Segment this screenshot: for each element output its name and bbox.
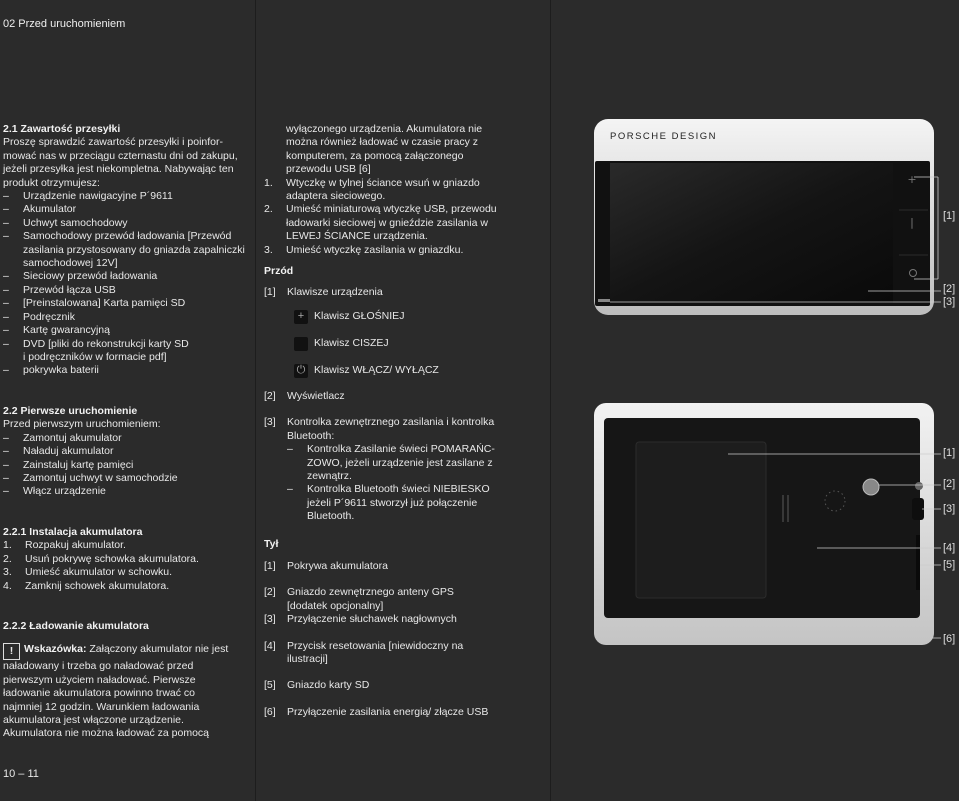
item-text: Zamontuj akumulator [23, 431, 122, 444]
item-text: Zamontuj uchwyt w samochodzie [23, 472, 178, 485]
text-line: Kontrolka Bluetooth świeci NIEBIESKO [307, 483, 490, 496]
gps-antenna-socket [863, 479, 879, 495]
page-number: 10 – 11 [3, 768, 39, 780]
step [3, 553, 251, 566]
step [264, 244, 546, 257]
front-heading: Przód [264, 265, 294, 278]
plus-key-icon: + [907, 173, 917, 186]
dash-marker: – [3, 472, 9, 485]
text-line: komputerem, za pomocą załączonego [286, 149, 464, 162]
text-line: zewnątrz. [307, 469, 352, 482]
text-line: ładowarki sieciowej w gnieździe zasilania w [286, 216, 488, 229]
ref-number: [3] [264, 613, 276, 626]
ref-label [287, 613, 457, 626]
back-label-4: [4] [943, 542, 956, 554]
text-line: Podręcznik [23, 310, 75, 323]
back-label-5: [5] [943, 559, 956, 571]
text-line: ZOWO, jeżeli urządzenie jest zasilane z [307, 456, 493, 469]
item-text [307, 443, 495, 483]
text-line: pokrywka baterii [23, 364, 99, 377]
step [3, 566, 251, 579]
step-number: 3. [3, 566, 12, 579]
warning-icon: ! [3, 643, 20, 660]
text-line: Urządzenie nawigacyjne P´9611 [23, 190, 173, 203]
step-text [286, 244, 463, 257]
step-text [286, 177, 480, 204]
back-heading: Tył [264, 537, 279, 550]
plus-key-icon: + [294, 310, 308, 324]
text-line: Umieść miniaturową wtyczkę USB, przewodu [286, 203, 497, 216]
left-column [3, 123, 251, 740]
dash-marker: – [3, 445, 9, 458]
text-line: Kontrolka Zasilanie świeci POMARAŃC- [307, 443, 495, 456]
text-line: zasilania przystosowany do gniazda zapalniczki [23, 243, 245, 256]
item-text [23, 284, 116, 297]
list-item [3, 311, 251, 324]
back-item [264, 613, 546, 626]
text-line: Gniazdo karty SD [287, 679, 370, 692]
text-line: Sieciowy przewód ładowania [23, 270, 158, 283]
text-line: LEWEJ ŚCIANCE urządzenia. [286, 230, 428, 243]
device-keys-list [264, 310, 546, 378]
step [264, 177, 546, 204]
item-text [23, 270, 157, 283]
text-line: przewodu USB [6] [286, 163, 371, 176]
text-line: Bluetooth. [307, 510, 355, 523]
back-label-1: [1] [943, 447, 956, 459]
key-item [264, 364, 546, 378]
key-item [264, 310, 546, 324]
step [3, 539, 251, 552]
column-divider [255, 0, 256, 801]
battery-install-steps [3, 539, 251, 593]
indicator-item [264, 483, 546, 523]
text-line: Akumulatora nie można ładować za pomocą [3, 727, 210, 740]
step-text: Rozpakuj akumulator. [25, 539, 126, 552]
dash-marker: – [3, 230, 9, 243]
step [3, 580, 251, 593]
text-line: jeżeli przesyłka jest niekompletna. Nabywając ten [3, 163, 234, 176]
step-number: 1. [264, 176, 273, 189]
item-text [23, 203, 76, 216]
page-header: 02 Przed uruchomieniem [3, 18, 126, 30]
step-number: 2. [264, 203, 273, 216]
charging-continued [264, 123, 546, 177]
back-item [264, 640, 546, 667]
item-text: Naładuj akumulator [23, 445, 114, 458]
ref-label [287, 679, 369, 692]
warning-body [3, 660, 251, 740]
ref-number: [6] [264, 705, 276, 718]
item-text: Zainstaluj kartę pamięci [23, 458, 134, 471]
front-label-3: [3] [943, 296, 956, 308]
section-2-2-2 [3, 620, 251, 741]
back-label-2: [2] [943, 478, 956, 490]
step-number: 3. [264, 243, 273, 256]
text-line: można również ładować w czasie pracy z [286, 136, 478, 149]
step-text: Umieść akumulator w schowku. [25, 566, 173, 579]
dash-marker: – [3, 458, 9, 471]
text-line: mować nas w przeciągu czternastu dni od zakupu, [3, 149, 238, 162]
item-text [23, 297, 185, 310]
section-2-2 [3, 405, 251, 499]
dash-marker: – [3, 337, 9, 350]
item-text [23, 230, 245, 270]
warning-label: Wskazówka: [24, 643, 87, 656]
front-item-1 [264, 286, 546, 299]
item-text [23, 364, 99, 377]
text-line: Samochodowy przewód ładowania [Przewód [23, 230, 232, 243]
text-line: ilustracji] [287, 652, 328, 665]
step-text [286, 203, 497, 243]
text-line: Przewód łącza USB [23, 283, 116, 296]
section-2-2-1-heading: 2.2.1 Instalacja akumulatora [3, 526, 143, 538]
first-start-list [3, 432, 251, 499]
back-item [264, 706, 546, 719]
dash-marker: – [3, 364, 9, 377]
section-2-1-heading: 2.1 Zawartość przesyłki [3, 123, 121, 135]
text-line: Przyłączenie zasilania energią/ złącze USB [287, 705, 489, 718]
key-label: Klawisz CISZEJ [314, 337, 389, 350]
list-item [3, 270, 251, 283]
device-back-figure [590, 400, 959, 650]
item-text [23, 217, 127, 230]
dash-marker: – [3, 216, 9, 229]
text-line: Uchwyt samochodowy [23, 216, 128, 229]
list-item [3, 432, 251, 445]
battery-cover [636, 442, 766, 598]
text-line: i podręczników w formacie pdf] [23, 350, 167, 363]
text-line: produkt otrzymujesz: [3, 176, 100, 189]
item-text [23, 338, 189, 365]
dash-marker: – [3, 324, 9, 337]
package-contents-list [3, 190, 251, 378]
item-text [307, 483, 490, 523]
front-label-1: [1] [943, 210, 956, 222]
front-item-3 [264, 416, 546, 523]
dash-marker: – [3, 270, 9, 283]
back-items-list [264, 560, 546, 719]
brand-logo: PORSCHE DESIGN [610, 131, 718, 142]
ref-number: [2] [264, 389, 276, 402]
key-label: Klawisz WŁĄCZ/ WYŁĄCZ [314, 364, 439, 377]
dash-marker: – [287, 443, 293, 456]
step-number: 2. [3, 552, 12, 565]
back-item [264, 586, 546, 613]
dash-marker: – [3, 283, 9, 296]
list-item [3, 445, 251, 458]
text-line: najmniej 12 godzin. Warunkiem ładowania [3, 700, 200, 713]
key-label: Klawisz GŁOŚNIEJ [314, 310, 405, 323]
ref-number: [3] [264, 416, 276, 429]
text-line: pierwszym użyciem naładować. Pierwsze [3, 673, 196, 686]
column-divider [550, 0, 551, 801]
list-item [3, 297, 251, 310]
indicator-item [264, 443, 546, 483]
text-line: Akumulator [23, 203, 77, 216]
ref-label [287, 640, 463, 667]
ref-number: [2] [264, 586, 276, 599]
ref-label: Klawisze urządzenia [287, 286, 383, 299]
section-2-1-intro [3, 136, 251, 190]
item-text: Włącz urządzenie [23, 485, 106, 498]
ref-label [287, 706, 488, 719]
power-key-icon: ⏻ [294, 364, 308, 378]
item-text [23, 311, 75, 324]
text-line: Przyłączenie słuchawek nagłownych [287, 613, 457, 626]
ref-number: [1] [264, 286, 276, 299]
list-item [3, 190, 251, 203]
minus-key-icon: | [910, 216, 914, 229]
back-item [264, 560, 546, 573]
list-item [3, 324, 251, 337]
list-item [3, 217, 251, 230]
headphone-jack [915, 482, 923, 490]
list-item [3, 338, 251, 365]
dash-marker: – [287, 483, 293, 496]
text-line: Gniazdo zewnętrznego anteny GPS [287, 586, 454, 599]
section-2-2-2-heading: 2.2.2 Ładowanie akumulatora [3, 620, 149, 632]
dash-marker: – [3, 190, 9, 203]
text-line: Kontrolka zewnętrznego zasilania i kontrolka [287, 416, 495, 429]
device-front-figure [590, 115, 959, 320]
sd-card-slot [916, 535, 920, 590]
item-text [23, 190, 173, 203]
dash-marker: – [3, 485, 9, 498]
section-2-2-intro: Przed pierwszym uruchomieniem: [3, 418, 161, 431]
text-line: Kartę gwarancyjną [23, 324, 110, 337]
list-item [3, 459, 251, 472]
text-line: akumulatora jest włączone urządzenie. [3, 714, 184, 727]
text-line: samochodowej 12V] [23, 257, 118, 270]
dash-marker: – [3, 310, 9, 323]
ref-label [287, 560, 388, 573]
text-line: DVD [pliki do rekonstrukcji karty SD [23, 337, 189, 350]
step-text: Zamknij schowek akumulatora. [25, 579, 170, 592]
step-number: 1. [3, 539, 12, 552]
warning-text: Załączony akumulator nie jest [86, 643, 229, 656]
text-line: Przycisk resetowania [niewidoczny na [287, 639, 464, 652]
front-item-2 [264, 390, 546, 403]
text-line: jeżeli P´9611 stworzył już połączenie [307, 496, 478, 509]
text-line: [dodatek opcjonalny] [287, 599, 384, 612]
text-line: adaptera sieciowego. [286, 190, 386, 203]
ref-number: [5] [264, 679, 276, 692]
step-number: 4. [3, 579, 12, 592]
list-item [3, 284, 251, 297]
warning-note [3, 643, 251, 740]
text-line: naładowany i trzeba go naładować przed [3, 660, 194, 673]
text-line: Pokrywa akumulatora [287, 559, 388, 572]
text-line: Proszę sprawdzić zawartość przesyłki i poinfor- [3, 136, 223, 149]
back-item [264, 679, 546, 692]
text-line: Bluetooth: [287, 429, 335, 442]
step-text: Usuń pokrywę schowka akumulatora. [25, 552, 199, 565]
dash-marker: – [3, 431, 9, 444]
text-line: ładowanie akumulatora powinno trwać co [3, 687, 196, 700]
display-screen [610, 163, 893, 303]
item-text [23, 324, 110, 337]
ref-number: [1] [264, 559, 276, 572]
key-item [264, 337, 546, 351]
section-2-2-1 [3, 526, 251, 593]
list-item [3, 203, 251, 216]
charging-steps [264, 177, 546, 257]
text-line: wyłączonego urządzenia. Akumulatora nie [286, 123, 483, 135]
dash-marker: – [3, 297, 9, 310]
list-item [3, 472, 251, 485]
list-item [3, 230, 251, 270]
ref-number: [4] [264, 639, 276, 652]
minus-key-icon [294, 337, 308, 351]
front-label-2: [2] [943, 283, 956, 295]
list-item [3, 364, 251, 377]
middle-column [264, 123, 546, 719]
text-line: Umieść wtyczkę zasilania w gniazdku. [286, 243, 464, 256]
step [264, 203, 546, 243]
status-led [598, 299, 610, 302]
ref-label [287, 586, 454, 613]
back-label-6: [6] [943, 633, 956, 645]
text-line: Wtyczkę w tylnej ściance wsuń w gniazdo [286, 176, 480, 189]
indicator-list [264, 443, 546, 523]
list-item [3, 485, 251, 498]
section-2-2-heading: 2.2 Pierwsze uruchomienie [3, 405, 138, 417]
ref-label: Wyświetlacz [287, 389, 345, 402]
dash-marker: – [3, 203, 9, 216]
back-label-3: [3] [943, 503, 956, 515]
text-line: [Preinstalowana] Karta pamięci SD [23, 297, 186, 310]
